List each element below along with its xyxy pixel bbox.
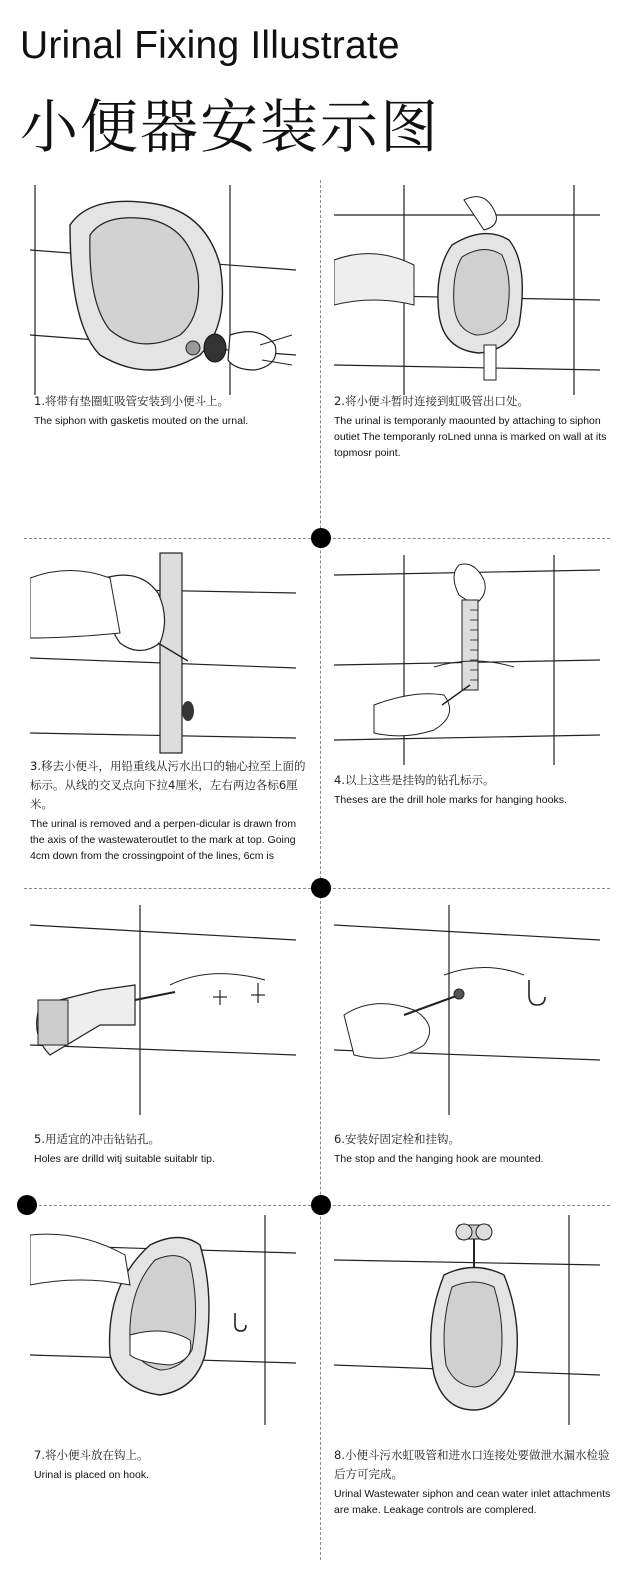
step-6-illustration (334, 905, 600, 1115)
step-6-chinese: 6.安装好固定栓和挂钩。 (334, 1132, 460, 1146)
step-2-caption (334, 392, 612, 461)
step-5-chinese: 5.用适宜的冲击钻钻孔。 (34, 1132, 160, 1146)
step-8-illustration (334, 1215, 600, 1425)
junction-dot (311, 1195, 331, 1215)
step-4-caption (334, 771, 612, 808)
title-english: Urinal Fixing Illustrate (20, 24, 400, 67)
step-3-english: The urinal is removed and a perpen-dicular is drawn from the axis of the wastewateroutlet to the mark at top. Going 4cm down from the crossingpoint of the lines, 6cm is (30, 818, 297, 862)
step-7-drawing (30, 1215, 296, 1425)
step-5-caption (34, 1130, 312, 1167)
step-6-english: The stop and the hanging hook are mounted. (334, 1153, 544, 1165)
step-2-drawing (334, 185, 600, 395)
step-4-illustration (334, 555, 600, 765)
step-7-chinese: 7.将小便斗放在钩上。 (34, 1448, 149, 1462)
step-2-chinese: 2.将小便斗暂时连接到虹吸管出口处。 (334, 394, 529, 408)
step-1-caption (34, 392, 312, 429)
step-1-drawing (30, 185, 296, 395)
step-7-illustration (30, 1215, 296, 1425)
step-4-chinese: 4.以上这些是挂钩的钻孔标示。 (334, 773, 495, 787)
step-8-chinese: 8.小便斗污水虹吸管和进水口连接处要做泄水漏水检验后方可完成。 (334, 1448, 610, 1481)
junction-dot (17, 1195, 37, 1215)
step-8-drawing (334, 1215, 600, 1425)
step-8-english: Urinal Wastewater siphon and cean water inlet attachments are make. Leakage controls are complered. (334, 1488, 611, 1516)
step-7-caption (34, 1446, 312, 1483)
step-3-drawing (30, 548, 296, 758)
step-2-illustration (334, 185, 600, 395)
step-3-chinese: 3.移去小便斗，用铅重线从污水出口的轴心拉至上面的标示。从线的交叉点向下拉4厘米，左右两边各标6厘米。 (30, 759, 306, 811)
step-3-caption (30, 757, 308, 864)
step-4-drawing (334, 555, 600, 765)
step-6-drawing (334, 905, 600, 1115)
step-1-chinese: 1.将带有垫圈虹吸管安装到小便斗上。 (34, 394, 229, 408)
step-1-illustration (30, 185, 296, 395)
step-5-illustration (30, 905, 296, 1115)
step-6-caption (334, 1130, 612, 1167)
divider-vertical (320, 180, 321, 1560)
title-chinese: 小便器安装示图 (20, 93, 441, 161)
step-5-english: Holes are drilld witj suitable suitablr tip. (34, 1153, 215, 1165)
step-8-caption (334, 1446, 612, 1518)
junction-dot (311, 878, 331, 898)
step-1-english: The siphon with gasketis mouted on the urnal. (34, 415, 249, 427)
step-4-english: Theses are the drill hole marks for hanging hooks. (334, 794, 567, 806)
junction-dot (311, 528, 331, 548)
step-3-illustration (30, 548, 296, 758)
step-2-english: The urinal is temporanly maounted by attaching to siphon outiet The temporanly roLned unna is marked on wall at its topmosr point. (334, 415, 607, 459)
step-7-english: Urinal is placed on hook. (34, 1469, 149, 1481)
step-5-drawing (30, 905, 296, 1115)
